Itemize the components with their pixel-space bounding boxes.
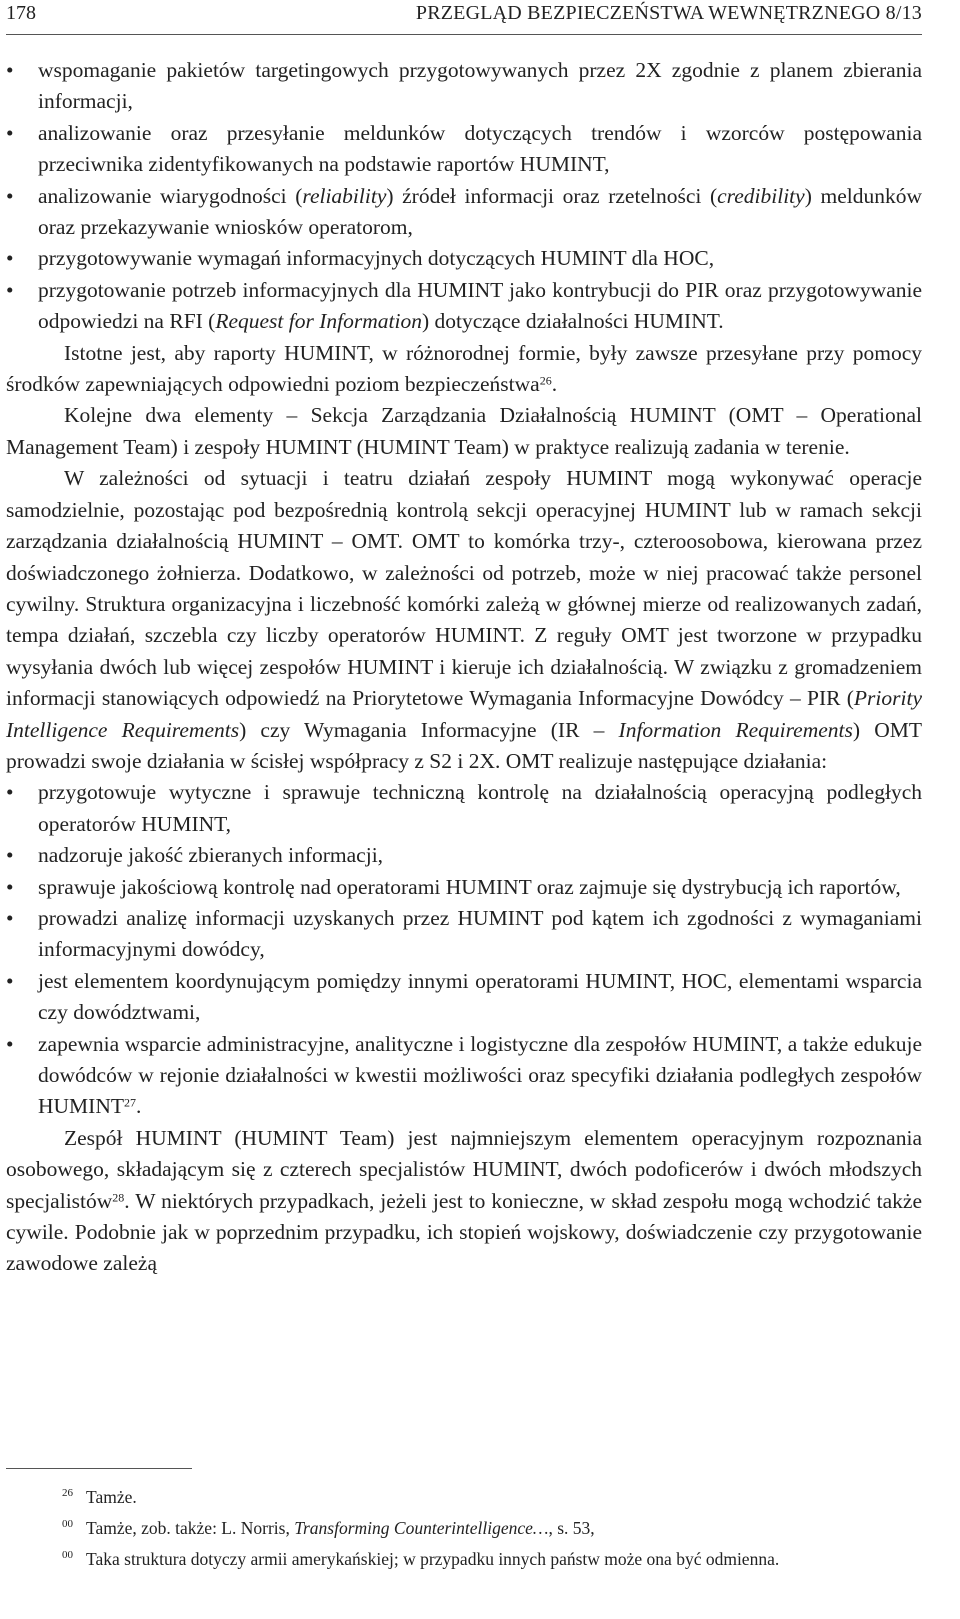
list-item: • zapewnia wsparcie administracyjne, analityczne i logistyczne dla zespołów HUMINT, a także edukuje dowódców w rejonie działalności w kwestii możliwości oraz specyfiki działania podległych zespołów HUMINT$^{27}$. — [6, 1029, 922, 1123]
bullet-list-2 — [6, 777, 922, 1122]
footnote-mark: 00 — [62, 1518, 73, 1530]
paragraph: W zależności od sytuacji i teatru działań zespoły HUMINT mogą wykonywać operacje samodzielnie, pozostając pod bezpośrednią kontrolą sekcji operacyjnej HUMINT lub w ramach sekcji zarządzania działalnością HUMINT – OMT. OMT to komórka trzy-, czteroosobowa, kierowana przez doświadczonego żołnierza. Dodatkowo, w zależności od potrzeb, może w niej pracować także personel cywilny. Struktura organizacyjna i liczebność komórki zależą w głównej mierze od realizowanych zadań, tempa działań, szczebla czy liczby operatorów HUMINT. Z reguły OMT jest tworzone w przypadku wysyłania dwóch lub więcej zespołów HUMINT i kieruje ich działalnością. W związku z gromadzeniem informacji stanowiących odpowiedź na Priorytetowe Wymagania Informacyjne Dowódcy – PIR (Priority Intelligence Requirements) czy Wymagania Informacyjne (IR – Information Requirements) OMT prowadzi swoje działania w ścisłej współpracy z S2 i 2X. OMT realizuje następujące działania: — [6, 466, 922, 773]
footnote-ref: 27 — [124, 1095, 136, 1110]
body-text — [6, 55, 922, 1280]
list-item: • przygotowanie potrzeb informacyjnych dla HUMINT jako kontrybucji do PIR oraz przygotowywanie odpowiedzi na RFI (Request for Information) dotyczące działalności HUMINT. — [6, 275, 922, 338]
list-item: • nadzoruje jakość zbieranych informacji, — [6, 840, 922, 871]
footnote-ref: 26 — [539, 373, 552, 388]
list-item: • sprawuje jakościową kontrolę nad operatorami HUMINT oraz zajmuje się dystrybucją ich raportów, — [6, 872, 922, 903]
footnote-mark: 26 — [62, 1487, 73, 1499]
list-item: • przygotowywanie wymagań informacyjnych dotyczących HUMINT dla HOC, — [6, 243, 922, 274]
list-item: • analizowanie wiarygodności (reliability) źródeł informacji oraz rzetelności (credibility) meldunków oraz przekazywanie wniosków operatorom, — [6, 181, 922, 244]
list-item: • prowadzi analizę informacji uzyskanych przez HUMINT pod kątem ich zgodności z wymaganiami informacyjnymi dowódcy, — [6, 903, 922, 966]
page-number: 178 — [6, 2, 36, 24]
list-item: • przygotowuje wytyczne i sprawuje techniczną kontrolę na działalnością operacyjną podległych operatorów HUMINT, — [6, 777, 922, 840]
footnote: 00 Taka struktura dotyczy armii amerykańskiej; w przypadku innych państw może ona być odmienna. — [6, 1544, 922, 1575]
bullet-list-1 — [6, 55, 922, 338]
document-page — [6, 0, 922, 1569]
footnote-rule — [6, 1468, 192, 1469]
page-header — [6, 0, 922, 34]
paragraph: Istotne jest, aby raporty HUMINT, w różnorodnej formie, były zawsze przesyłane przy pomocy środków zapewniających odpowiedni poziom bezpieczeństwa$^{26}$. — [6, 340, 922, 397]
footnote-ref: 28 — [112, 1190, 125, 1205]
footnote: 00 Tamże, zob. także: L. Norris, Transforming Counterintelligence…, s. 53, — [6, 1513, 922, 1544]
list-item: • analizowanie oraz przesyłanie meldunków dotyczących trendów i wzorców postępowania przeciwnika zidentyfikowanych na podstawie raportów HUMINT, — [6, 118, 922, 181]
footnote-mark: 00 — [62, 1549, 73, 1561]
running-title: PRZEGLĄD BEZPIECZEŃSTWA WEWNĘTRZNEGO 8/13 — [415, 2, 922, 24]
footnotes — [6, 1482, 922, 1575]
paragraph: Kolejne dwa elementy – Sekcja Zarządzania Działalnością HUMINT (OMT – Operational Management Team) i zespoły HUMINT (HUMINT Team) w praktyce realizują zadania w terenie. — [6, 403, 922, 459]
list-item: • wspomaganie pakietów targetingowych przygotowywanych przez 2X zgodnie z planem zbierania informacji, — [6, 55, 922, 118]
paragraph: Zespół HUMINT (HUMINT Team) jest najmniejszym elementem operacyjnym rozpoznania osobowego, składającym się z czterech specjalistów HUMINT, dwóch podoficerów i dwóch młodszych specjalistów$^{28}$. W niektórych przypadkach, jeżeli jest to konieczne, w skład zespołu mogą wchodzić także cywile. Podobnie jak w poprzednim przypadku, ich stopień wojskowy, doświadczenie czy przygotowanie zawodowe zależą — [6, 1125, 922, 1276]
header-rule — [6, 34, 922, 35]
footnote: 26 Tamże. — [6, 1482, 922, 1513]
list-item: • jest elementem koordynującym pomiędzy innymi operatorami HUMINT, HOC, elementami wsparcia czy dowództwami, — [6, 966, 922, 1029]
